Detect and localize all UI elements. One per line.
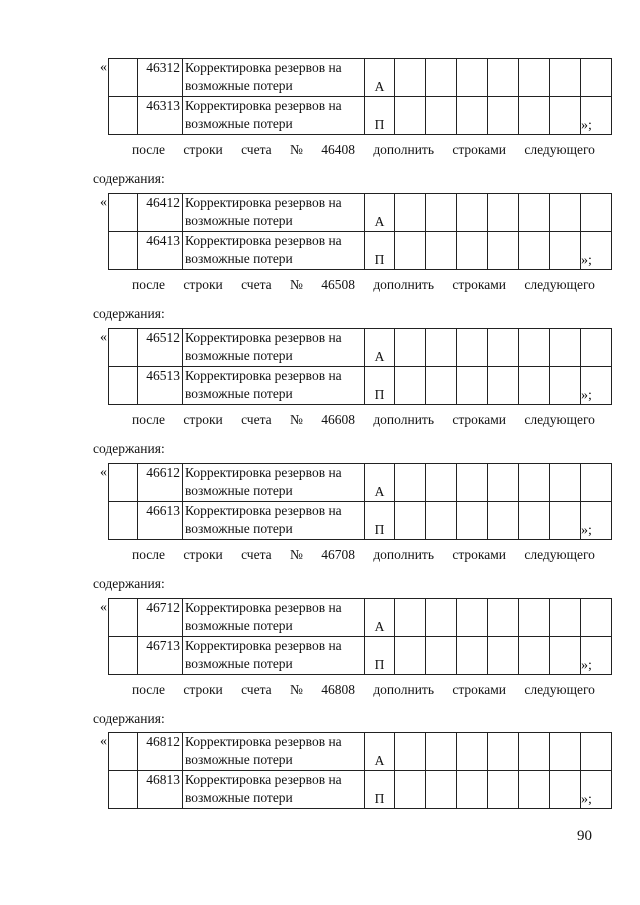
account-name-line2: возможные потери	[185, 213, 293, 228]
instruction-word: счета	[241, 277, 272, 292]
close-quote: »;	[581, 253, 592, 268]
account-name-line1: Корректировка резервов на	[185, 98, 342, 113]
empty-cell	[109, 502, 138, 540]
account-name	[183, 771, 365, 809]
account-name	[183, 637, 365, 675]
account-code: 46312	[138, 59, 183, 97]
instruction-line	[132, 682, 595, 698]
instruction-word: строки	[183, 682, 223, 697]
empty-cell	[395, 194, 426, 232]
empty-cell	[519, 329, 550, 367]
account-name-line2: возможные потери	[185, 78, 293, 93]
instruction-word: счета	[241, 547, 272, 562]
empty-cell	[109, 59, 138, 97]
empty-cell	[488, 367, 519, 405]
instruction-word: счета	[241, 142, 272, 157]
account-name-line2: возможные потери	[185, 483, 293, 498]
empty-cell	[550, 232, 581, 270]
empty-cell	[457, 771, 488, 809]
account-sign: П	[365, 502, 395, 540]
close-quote: »;	[581, 658, 592, 673]
account-name-line1: Корректировка резервов на	[185, 60, 342, 75]
account-name	[183, 194, 365, 232]
instruction-word: строки	[183, 547, 223, 562]
account-name	[183, 464, 365, 502]
instruction-word: 46708	[321, 547, 355, 562]
account-name-line2: возможные потери	[185, 790, 293, 805]
account-name-line1: Корректировка резервов на	[185, 368, 342, 383]
close-quote: »;	[581, 118, 592, 133]
empty-cell	[519, 733, 550, 771]
account-table	[108, 732, 612, 809]
close-quote: »;	[581, 523, 592, 538]
instruction-word: 46608	[321, 412, 355, 427]
instruction-word: строками	[452, 412, 506, 427]
instruction-word: №	[289, 682, 303, 697]
empty-cell	[395, 637, 426, 675]
account-code: 46812	[138, 733, 183, 771]
empty-cell	[457, 733, 488, 771]
instruction-word: 46508	[321, 277, 355, 292]
empty-cell	[109, 464, 138, 502]
instruction-word: №	[289, 142, 303, 157]
open-quote: «	[100, 195, 107, 210]
empty-cell	[488, 329, 519, 367]
instruction-word: после	[132, 547, 166, 562]
account-name-line2: возможные потери	[185, 386, 293, 401]
empty-cell	[519, 599, 550, 637]
empty-cell	[109, 637, 138, 675]
open-quote: «	[100, 465, 107, 480]
account-code: 46313	[138, 97, 183, 135]
empty-cell	[395, 464, 426, 502]
instruction-word: строки	[183, 277, 223, 292]
account-code: 46512	[138, 329, 183, 367]
continuation-text: содержания:	[93, 441, 165, 456]
empty-cell	[457, 599, 488, 637]
instruction-line	[132, 142, 595, 158]
instruction-word: следующего	[524, 547, 595, 562]
account-sign: П	[365, 771, 395, 809]
instruction-word: 46408	[321, 142, 355, 157]
empty-cell	[550, 194, 581, 232]
instruction-word: дополнить	[373, 277, 434, 292]
instruction-word: после	[132, 142, 166, 157]
instruction-word: следующего	[524, 682, 595, 697]
instruction-word: счета	[241, 412, 272, 427]
account-name-line1: Корректировка резервов на	[185, 638, 342, 653]
empty-cell	[519, 771, 550, 809]
instruction-line	[132, 412, 595, 428]
empty-cell	[550, 329, 581, 367]
table-row	[109, 329, 612, 367]
empty-cell	[109, 232, 138, 270]
instruction-word: дополнить	[373, 142, 434, 157]
empty-cell	[550, 771, 581, 809]
continuation-text: содержания:	[93, 171, 165, 186]
instruction-word: №	[289, 277, 303, 292]
empty-cell	[581, 733, 612, 771]
empty-cell	[395, 771, 426, 809]
empty-cell	[519, 97, 550, 135]
empty-cell	[519, 367, 550, 405]
account-name-line1: Корректировка резервов на	[185, 734, 342, 749]
account-name	[183, 97, 365, 135]
empty-cell	[488, 194, 519, 232]
instruction-word: строками	[452, 547, 506, 562]
account-name-line1: Корректировка резервов на	[185, 330, 342, 345]
instruction-word: строки	[183, 412, 223, 427]
empty-cell	[457, 464, 488, 502]
empty-cell	[519, 464, 550, 502]
account-name-line1: Корректировка резервов на	[185, 503, 342, 518]
empty-cell	[109, 599, 138, 637]
empty-cell	[457, 59, 488, 97]
instruction-word: №	[289, 547, 303, 562]
instruction-word: следующего	[524, 277, 595, 292]
empty-cell	[395, 733, 426, 771]
empty-cell	[488, 771, 519, 809]
account-name	[183, 367, 365, 405]
table-row	[109, 733, 612, 771]
empty-cell	[426, 232, 457, 270]
instruction-word: 46808	[321, 682, 355, 697]
account-name-line1: Корректировка резервов на	[185, 195, 342, 210]
instruction-line	[132, 277, 595, 293]
account-code: 46412	[138, 194, 183, 232]
empty-cell	[395, 232, 426, 270]
empty-cell	[109, 329, 138, 367]
empty-cell	[457, 502, 488, 540]
empty-cell	[109, 97, 138, 135]
table-row	[109, 464, 612, 502]
account-name	[183, 599, 365, 637]
empty-cell	[395, 599, 426, 637]
account-name-line2: возможные потери	[185, 251, 293, 266]
empty-cell	[488, 599, 519, 637]
empty-cell	[426, 502, 457, 540]
account-sign: П	[365, 367, 395, 405]
empty-cell	[457, 329, 488, 367]
empty-cell	[395, 367, 426, 405]
empty-cell	[581, 329, 612, 367]
instruction-word: следующего	[524, 412, 595, 427]
empty-cell	[426, 771, 457, 809]
account-sign: А	[365, 733, 395, 771]
account-code: 46413	[138, 232, 183, 270]
account-name	[183, 329, 365, 367]
account-code: 46513	[138, 367, 183, 405]
instruction-word: дополнить	[373, 682, 434, 697]
instruction-word: после	[132, 682, 166, 697]
account-sign: А	[365, 59, 395, 97]
account-code: 46613	[138, 502, 183, 540]
instruction-word: строками	[452, 142, 506, 157]
account-name-line1: Корректировка резервов на	[185, 233, 342, 248]
empty-cell	[488, 502, 519, 540]
empty-cell	[426, 637, 457, 675]
empty-cell	[395, 329, 426, 367]
account-table	[108, 463, 612, 540]
instruction-word: после	[132, 412, 166, 427]
close-quote: »;	[581, 792, 592, 807]
empty-cell	[550, 59, 581, 97]
empty-cell	[519, 637, 550, 675]
empty-cell	[581, 194, 612, 232]
empty-cell	[457, 232, 488, 270]
empty-cell	[550, 599, 581, 637]
continuation-text: содержания:	[93, 306, 165, 321]
empty-cell	[109, 367, 138, 405]
empty-cell	[488, 637, 519, 675]
empty-cell	[519, 502, 550, 540]
table-row	[109, 232, 612, 270]
empty-cell	[426, 329, 457, 367]
table-row	[109, 97, 612, 135]
instruction-word: после	[132, 277, 166, 292]
instruction-word: строками	[452, 277, 506, 292]
account-name-line2: возможные потери	[185, 656, 293, 671]
empty-cell	[550, 97, 581, 135]
empty-cell	[488, 232, 519, 270]
instruction-word: строки	[183, 142, 223, 157]
table-row	[109, 59, 612, 97]
account-name	[183, 59, 365, 97]
open-quote: «	[100, 600, 107, 615]
instruction-word: следующего	[524, 142, 595, 157]
empty-cell	[426, 599, 457, 637]
account-name	[183, 502, 365, 540]
empty-cell	[519, 194, 550, 232]
empty-cell	[488, 733, 519, 771]
account-name	[183, 733, 365, 771]
instruction-word: строками	[452, 682, 506, 697]
account-name-line2: возможные потери	[185, 521, 293, 536]
empty-cell	[109, 733, 138, 771]
empty-cell	[426, 733, 457, 771]
account-sign: П	[365, 637, 395, 675]
empty-cell	[519, 59, 550, 97]
empty-cell	[395, 59, 426, 97]
empty-cell	[488, 464, 519, 502]
account-code: 46813	[138, 771, 183, 809]
table-row	[109, 502, 612, 540]
account-name	[183, 232, 365, 270]
open-quote: «	[100, 330, 107, 345]
empty-cell	[519, 232, 550, 270]
open-quote: «	[100, 60, 107, 75]
account-name-line1: Корректировка резервов на	[185, 600, 342, 615]
account-code: 46712	[138, 599, 183, 637]
account-sign: П	[365, 97, 395, 135]
account-name-line2: возможные потери	[185, 618, 293, 633]
account-sign: А	[365, 194, 395, 232]
account-sign: А	[365, 464, 395, 502]
close-quote: »;	[581, 388, 592, 403]
empty-cell	[426, 59, 457, 97]
empty-cell	[395, 502, 426, 540]
empty-cell	[488, 59, 519, 97]
page-number: 90	[577, 828, 592, 844]
empty-cell	[457, 637, 488, 675]
instruction-line	[132, 547, 595, 563]
empty-cell	[457, 97, 488, 135]
empty-cell	[109, 194, 138, 232]
continuation-text: содержания:	[93, 711, 165, 726]
account-code: 46612	[138, 464, 183, 502]
empty-cell	[550, 502, 581, 540]
account-table	[108, 58, 612, 135]
account-code: 46713	[138, 637, 183, 675]
instruction-word: №	[289, 412, 303, 427]
empty-cell	[581, 464, 612, 502]
table-row	[109, 637, 612, 675]
account-sign: П	[365, 232, 395, 270]
account-name-line1: Корректировка резервов на	[185, 465, 342, 480]
empty-cell	[550, 733, 581, 771]
empty-cell	[109, 771, 138, 809]
instruction-word: дополнить	[373, 412, 434, 427]
empty-cell	[581, 59, 612, 97]
table-row	[109, 367, 612, 405]
table-row	[109, 771, 612, 809]
empty-cell	[550, 464, 581, 502]
instruction-word: счета	[241, 682, 272, 697]
continuation-text: содержания:	[93, 576, 165, 591]
empty-cell	[581, 599, 612, 637]
empty-cell	[426, 97, 457, 135]
account-table	[108, 598, 612, 675]
account-sign: А	[365, 599, 395, 637]
empty-cell	[488, 97, 519, 135]
account-name-line1: Корректировка резервов на	[185, 772, 342, 787]
account-name-line2: возможные потери	[185, 752, 293, 767]
empty-cell	[426, 464, 457, 502]
open-quote: «	[100, 734, 107, 749]
table-row	[109, 599, 612, 637]
instruction-word: дополнить	[373, 547, 434, 562]
empty-cell	[457, 194, 488, 232]
account-name-line2: возможные потери	[185, 116, 293, 131]
table-row	[109, 194, 612, 232]
account-name-line2: возможные потери	[185, 348, 293, 363]
empty-cell	[426, 367, 457, 405]
account-sign: А	[365, 329, 395, 367]
empty-cell	[395, 97, 426, 135]
empty-cell	[426, 194, 457, 232]
empty-cell	[550, 637, 581, 675]
account-table	[108, 328, 612, 405]
empty-cell	[550, 367, 581, 405]
account-table	[108, 193, 612, 270]
empty-cell	[457, 367, 488, 405]
